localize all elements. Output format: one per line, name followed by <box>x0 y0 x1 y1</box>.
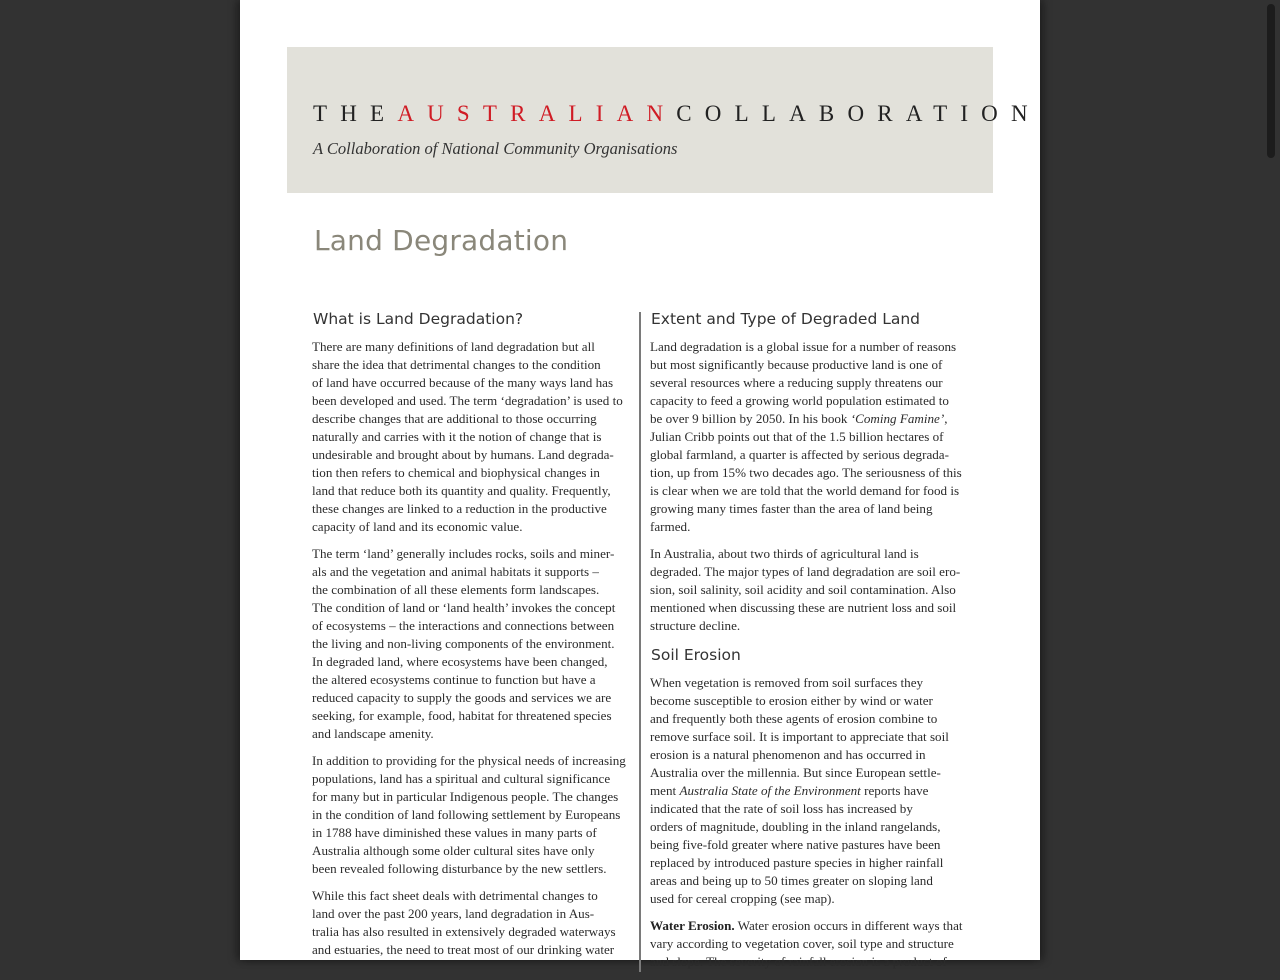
text-line: vary according to vegetation cover, soil type and structure <box>650 936 954 951</box>
paragraph <box>312 752 630 878</box>
text-line: the altered ecosystems continue to function but have a <box>312 672 596 687</box>
section-heading-soil-erosion: Soil Erosion <box>651 646 741 664</box>
text-line: The condition of land or ‘land health’ invokes the concept <box>312 600 616 615</box>
paragraph <box>650 917 968 971</box>
section-heading-what-is-land-degradation: What is Land Degradation? <box>313 310 524 328</box>
text-line: several resources where a reducing supply threatens our <box>650 375 943 390</box>
page-title: Land Degradation <box>314 224 569 257</box>
text-line: populations, land has a spiritual and cultural significance <box>312 771 611 786</box>
text-line: for many but in particular Indigenous people. The changes <box>312 789 619 804</box>
paragraph <box>650 674 968 908</box>
paragraph <box>312 338 630 536</box>
section-heading-extent-and-type: Extent and Type of Degraded Land <box>651 310 921 328</box>
text-line: replaced by introduced pasture species in higher rainfall <box>650 855 944 870</box>
report-title: Australia State of the Environment <box>679 783 861 798</box>
text-line: Australia over the millennia. But since European settle- <box>650 765 941 780</box>
text-line: been revealed following disturbance by the new settlers. <box>312 861 607 876</box>
text-line: areas and being up to 50 times greater on sloping land <box>650 873 933 888</box>
text-line: capacity to feed a growing world population estimated to <box>650 393 949 408</box>
text-line: erosion is a natural phenomenon and has occurred in <box>650 747 926 762</box>
masthead-suffix: COLLABORATION <box>676 101 1041 126</box>
text-line: In addition to providing for the physical needs of increasing <box>312 753 626 768</box>
masthead-logo <box>313 99 1041 129</box>
text-line: Australia although some older cultural sites have only <box>312 843 595 858</box>
text-line: being five-fold greater where native pastures have been <box>650 837 941 852</box>
text-line: these changes are linked to a reduction in the productive <box>312 501 607 516</box>
paragraph <box>312 545 630 743</box>
text-line: Julian Cribb points out that of the 1.5 billion hectares of <box>650 429 944 444</box>
text-line: of ecosystems – the interactions and connections between <box>312 618 615 633</box>
text-line: been developed and used. The term ‘degradation’ is used to <box>312 393 623 408</box>
text-line: degraded. The major types of land degradation are soil ero- <box>650 564 961 579</box>
text-line: of land have occurred because of the many ways land has <box>312 375 614 390</box>
masthead-accent: AUSTRALIAN <box>397 101 677 126</box>
text-segment: reports have <box>860 783 929 798</box>
text-line: the combination of all these elements form landscapes. <box>312 582 600 597</box>
text-line <box>650 410 968 428</box>
paragraph <box>650 545 968 635</box>
masthead-tagline: A Collaboration of National Community Organisations <box>313 139 678 158</box>
paragraph <box>650 338 968 536</box>
left-column <box>312 308 630 968</box>
text-line: orders of magnitude, doubling in the inland rangelands, <box>650 819 941 834</box>
text-line: describe changes that are additional to those occurring <box>312 411 597 426</box>
text-line: sion, soil salinity, soil acidity and soil contamination. Also <box>650 582 956 597</box>
text-line: seeking, for example, food, habitat for threatened species <box>312 708 612 723</box>
text-line: capacity of land and its economic value. <box>312 519 523 534</box>
text-line: In degraded land, where ecosystems have been changed, <box>312 654 608 669</box>
text-line: land over the past 200 years, land degradation in Aus- <box>312 906 595 921</box>
text-line: tion then refers to chemical and biophysical changes in <box>312 465 600 480</box>
right-column <box>650 308 968 980</box>
text-segment: , <box>944 411 948 426</box>
text-segment: Water erosion occurs in different ways that <box>734 918 963 933</box>
text-line: indicated that the rate of soil loss has increased by <box>650 801 913 816</box>
document-page <box>240 0 1041 969</box>
text-line: tion, up from 15% two decades ago. The seriousness of this <box>650 465 962 480</box>
text-line: is clear when we are told that the world demand for food is <box>650 483 960 498</box>
text-line: land that reduce both its quantity and quality. Frequently, <box>312 483 611 498</box>
text-line: tralia has also resulted in extensively degraded waterways <box>312 924 616 939</box>
text-line: used for cereal cropping (see map). <box>650 891 835 906</box>
text-line: The term ‘land’ generally includes rocks, soils and miner- <box>312 546 615 561</box>
header-banner <box>287 47 1041 193</box>
text-line <box>650 917 968 935</box>
scrollbar-thumb[interactable] <box>1267 4 1275 158</box>
paragraph <box>312 887 630 959</box>
text-line: als and the vegetation and animal habitats it supports – <box>312 564 599 579</box>
text-line: in the condition of land following settlement by Europeans <box>312 807 621 822</box>
text-line: and frequently both these agents of erosion combine to <box>650 711 938 726</box>
text-line: reduced capacity to supply the goods and services we are <box>312 690 612 705</box>
vertical-scrollbar[interactable] <box>1266 0 1280 960</box>
run-in-heading-water-erosion: Water Erosion. <box>650 918 735 933</box>
text-line: in 1788 have diminished these values in many parts of <box>312 825 597 840</box>
book-title: ‘Coming Famine’ <box>850 411 945 426</box>
masthead-prefix: THE <box>313 101 398 126</box>
text-line <box>650 782 968 800</box>
text-line: share the idea that detrimental changes to the condition <box>312 357 601 372</box>
text-line: become susceptible to erosion either by wind or water <box>650 693 933 708</box>
text-line: While this fact sheet deals with detrimental changes to <box>312 888 598 903</box>
text-line: and estuaries, the need to treat most of our drinking water <box>312 942 615 957</box>
text-line: In Australia, about two thirds of agricultural land is <box>650 546 919 561</box>
text-line: but most significantly because productive land is one of <box>650 357 943 372</box>
text-line: structure decline. <box>650 618 741 633</box>
text-line: and landscape amenity. <box>312 726 434 741</box>
text-segment: be over 9 billion by 2050. In his book <box>650 411 851 426</box>
text-line: Land degradation is a global issue for a number of reasons <box>650 339 957 354</box>
text-line: naturally and carries with it the notion of change that is <box>312 429 602 444</box>
text-line: and slope. The severity of rainfall erosion is a product of <box>650 954 947 969</box>
text-line: remove surface soil. It is important to appreciate that soil <box>650 729 949 744</box>
text-line: When vegetation is removed from soil surfaces they <box>650 675 924 690</box>
text-line: global farmland, a quarter is affected by serious degrada- <box>650 447 949 462</box>
column-divider <box>639 312 641 972</box>
text-line: growing many times faster than the area of land being <box>650 501 933 516</box>
text-segment: ment <box>650 783 680 798</box>
text-line: mentioned when discussing these are nutrient loss and soil <box>650 600 957 615</box>
text-line: undesirable and brought about by humans. Land degrada- <box>312 447 614 462</box>
text-line: the living and non-living components of the environment. <box>312 636 615 651</box>
text-line: There are many definitions of land degradation but all <box>312 339 595 354</box>
text-line: farmed. <box>650 519 691 534</box>
